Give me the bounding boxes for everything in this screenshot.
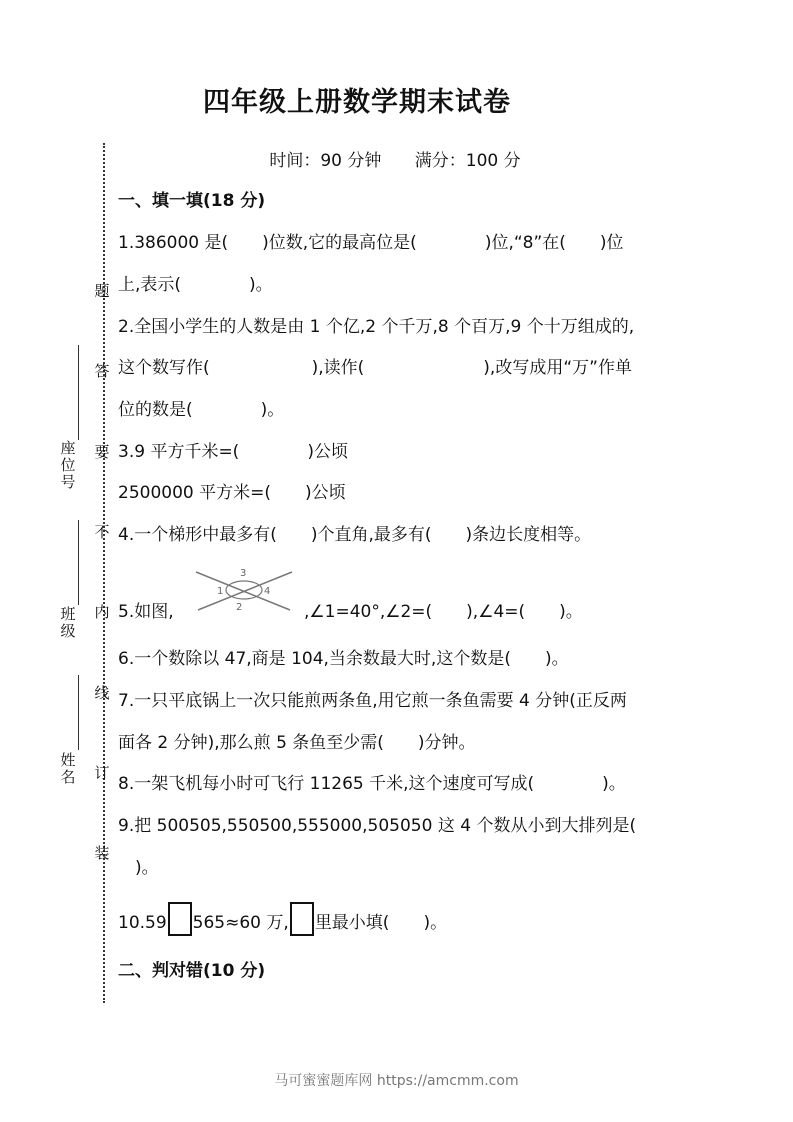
question-1-line-2: 上,表示( )。 xyxy=(118,275,273,295)
section-2-heading: 二、判对错(10 分) xyxy=(118,961,266,981)
question-7-line-2: 面各 2 分钟),那么煎 5 条鱼至少需( )分钟。 xyxy=(118,733,476,753)
full-score: 满分：100 分 xyxy=(414,151,521,171)
question-2-line-2: 这个数写作( ),读作( ),改写成用“万”作单 xyxy=(118,358,632,378)
seat-number-label: 座位号 xyxy=(60,439,76,491)
question-8: 8.一架飞机每小时可飞行 11265 千米,这个速度可写成( )。 xyxy=(118,774,626,794)
class-line[interactable] xyxy=(78,520,79,605)
margin-char-6: 线 xyxy=(94,684,110,702)
binding-dotted-line xyxy=(103,143,105,1003)
question-5-prefix: 5.如图, xyxy=(118,602,174,622)
question-2-line-1: 2.全国小学生的人数是由 1 个亿,2 个千万,8 个百万,9 个十万组成的, xyxy=(118,317,635,337)
question-10-part-3: 里最小填( )。 xyxy=(314,913,448,933)
exam-info xyxy=(0,146,790,171)
question-10 xyxy=(118,910,447,936)
margin-char-5: 内 xyxy=(94,603,110,621)
margin-char-2: 答 xyxy=(94,362,110,380)
angle-label-1: 1 xyxy=(217,586,224,597)
seat-number-line[interactable] xyxy=(78,345,79,440)
class-label: 班级 xyxy=(60,605,76,640)
question-10-part-1: 10.59 xyxy=(118,913,167,933)
question-4: 4.一个梯形中最多有( )个直角,最多有( )条边长度相等。 xyxy=(118,525,592,545)
footer-watermark: 马可蜜蜜题库网 https://amcmm.com xyxy=(274,1073,519,1089)
angle-label-4: 4 xyxy=(264,586,271,597)
question-3-line-1: 3.9 平方千米=( )公顷 xyxy=(118,442,348,462)
name-label: 姓名 xyxy=(60,751,76,786)
intersecting-lines-figure xyxy=(194,566,294,614)
question-7-line-1: 7.一只平底锅上一次只能煎两条鱼,用它煎一条鱼需要 4 分钟(正反两 xyxy=(118,691,627,711)
question-6: 6.一个数除以 47,商是 104,当余数最大时,这个数是( )。 xyxy=(118,649,569,669)
angle-label-2: 2 xyxy=(236,602,243,613)
margin-char-1: 题 xyxy=(94,282,110,300)
section-1-heading: 一、填一填(18 分) xyxy=(118,191,266,211)
margin-char-3: 要 xyxy=(94,443,110,461)
question-3-line-2: 2500000 平方米=( )公顷 xyxy=(118,483,346,503)
name-line[interactable] xyxy=(78,675,79,750)
margin-char-8: 装 xyxy=(94,844,110,862)
answer-box-2[interactable] xyxy=(290,902,314,936)
question-9-line-1: 9.把 500505,550500,555000,505050 这 4 个数从小到大排列是( xyxy=(118,816,637,836)
question-5-suffix: ,∠1=40°,∠2=( ),∠4=( )。 xyxy=(304,602,583,622)
exam-time: 时间：90 分钟 xyxy=(269,151,382,171)
question-1-line-1: 1.386000 是( )位数,它的最高位是( )位,“8”在( )位 xyxy=(118,233,624,253)
angle-arc xyxy=(226,581,262,599)
question-2-line-3: 位的数是( )。 xyxy=(118,400,285,420)
margin-char-7: 订 xyxy=(94,764,110,782)
question-9-line-2: )。 xyxy=(118,858,159,878)
margin-char-4: 不 xyxy=(94,523,110,541)
exam-title: 四年级上册数学期末试卷 xyxy=(203,87,511,118)
angle-label-3: 3 xyxy=(240,568,247,579)
answer-box-1[interactable] xyxy=(168,902,192,936)
question-10-part-2: 565≈60 万, xyxy=(192,913,289,933)
